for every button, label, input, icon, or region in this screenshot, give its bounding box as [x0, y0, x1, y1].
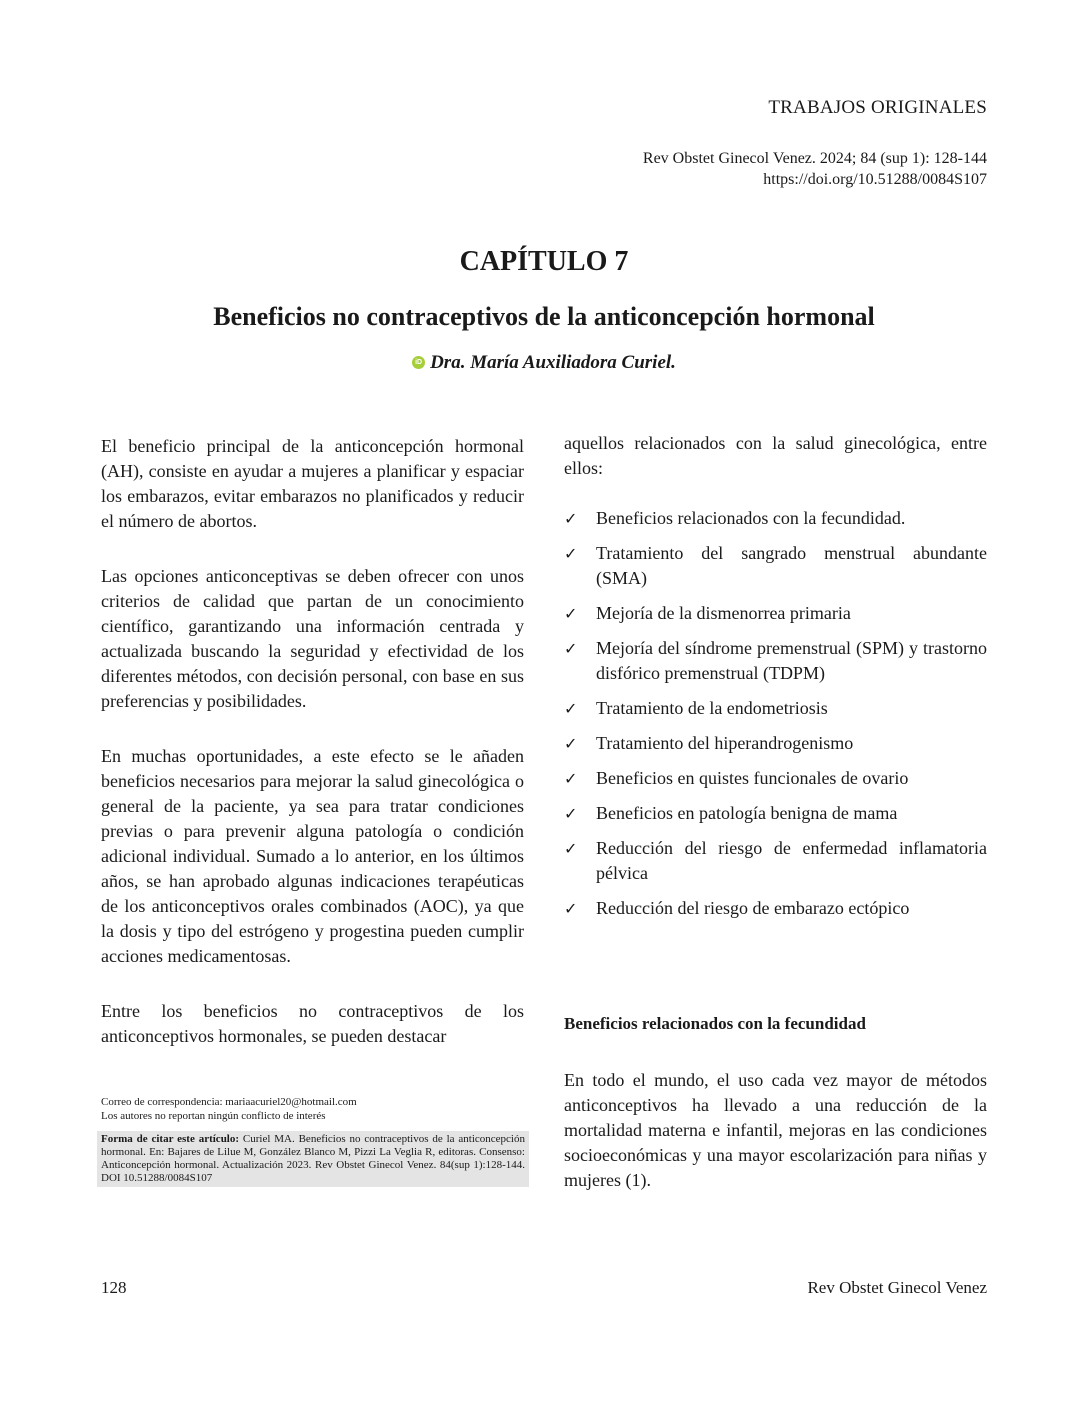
- list-item: [564, 801, 987, 826]
- check-icon: ✓: [564, 769, 578, 788]
- fecundity-section: [564, 1068, 987, 1193]
- author-name: Dra. María Auxiliadora Curiel.: [430, 352, 676, 373]
- check-icon: ✓: [564, 734, 578, 753]
- footer-journal: Rev Obstet Ginecol Venez: [807, 1278, 987, 1297]
- journal-citation: [643, 148, 987, 190]
- list-item-text: Beneficios en quistes funcionales de ovario: [596, 768, 909, 788]
- check-icon: ✓: [564, 899, 578, 918]
- citation-text: Curiel MA. Beneficios no contraceptivos de la anticoncepción hormonal. En: Bajares de Lilue M, González Blanco M, Pizzi La Veglia R, editoras. Consenso: Anticoncepción hormonal. Actualización 2023. Rev Obstet Ginecol Venez. 84(sup 1):128-144. DOI 10.51288/0084S107: [101, 1133, 525, 1184]
- correspondence-note: [101, 1095, 529, 1123]
- orcid-icon[interactable]: iD: [412, 356, 425, 369]
- list-item: [564, 696, 987, 721]
- paragraph: Entre los beneficios no contraceptivos de los anticonceptivos hormonales, se pueden destacar: [101, 1001, 524, 1046]
- list-item-text: Beneficios en patología benigna de mama: [596, 803, 898, 823]
- list-item-text: Tratamiento del hiperandrogenismo: [596, 733, 854, 753]
- check-icon: ✓: [564, 804, 578, 823]
- section-subheading: Beneficios relacionados con la fecundidad: [564, 1014, 866, 1033]
- author-line: [0, 352, 1088, 374]
- check-icon: ✓: [564, 639, 578, 658]
- list-item-text: Tratamiento de la endometriosis: [596, 698, 828, 718]
- check-icon: ✓: [564, 604, 578, 623]
- list-item-text: Beneficios relacionados con la fecundidad.: [596, 508, 906, 528]
- list-item: [564, 896, 987, 921]
- paragraph: En todo el mundo, el uso cada vez mayor de métodos anticonceptivos ha llevado a una reducción de la mortalidad materna e infantil, mejoras en las condiciones socioeconómicas y una mayor escolarización para niñas y mujeres (1).: [564, 1070, 987, 1190]
- benefits-list: [564, 506, 987, 921]
- paragraph: aquellos relacionados con la salud ginecológica, entre ellos:: [564, 433, 987, 478]
- page-number: 128: [101, 1278, 127, 1297]
- check-icon: ✓: [564, 699, 578, 718]
- list-item-text: Reducción del riesgo de enfermedad inflamatoria pélvica: [596, 838, 987, 883]
- right-column: [564, 431, 987, 931]
- list-item: [564, 541, 987, 591]
- check-icon: ✓: [564, 509, 578, 528]
- citation-box: [97, 1131, 529, 1187]
- article-title: Beneficios no contraceptivos de la anticoncepción hormonal: [213, 302, 875, 331]
- doi-link[interactable]: https://doi.org/10.51288/0084S107: [763, 171, 987, 188]
- list-item-text: Reducción del riesgo de embarazo ectópico: [596, 898, 910, 918]
- check-icon: ✓: [564, 544, 578, 563]
- list-item: [564, 836, 987, 886]
- list-item: [564, 636, 987, 686]
- section-label: TRABAJOS ORIGINALES: [768, 97, 987, 118]
- list-item-text: Mejoría de la dismenorrea primaria: [596, 603, 851, 623]
- conflict-statement: Los autores no reportan ningún conflicto de interés: [101, 1110, 326, 1122]
- correspondence-email: Correo de correspondencia: mariaacuriel20@hotmail.com: [101, 1096, 357, 1108]
- chapter-heading: CAPÍTULO 7: [459, 246, 629, 277]
- paragraph: En muchas oportunidades, a este efecto se le añaden beneficios necesarios para mejorar la salud ginecológica o general de la paciente, ya sea para tratar condiciones previas o para prevenir alguna patología o condición adicional individual. Sumado a lo anterior, en los últimos años, se han aprobado algunas indicaciones terapéuticas de los anticonceptivos orales combinados (AOC), ya que la dosis y tipo del estrógeno y progestina pueden cumplir acciones medicamentosas.: [101, 746, 524, 966]
- list-item: [564, 601, 987, 626]
- citation-label: Forma de citar este artículo:: [101, 1133, 240, 1145]
- paragraph: Las opciones anticonceptivas se deben ofrecer con unos criterios de calidad que partan de un conocimiento científico, garantizando una información centrada y actualizada buscando la seguridad y efectividad de los diferentes métodos, con decisión personal, con base en sus preferencias y posibilidades.: [101, 566, 524, 711]
- list-item: [564, 731, 987, 756]
- list-item: [564, 766, 987, 791]
- check-icon: ✓: [564, 839, 578, 858]
- list-item-text: Mejoría del síndrome premenstrual (SPM) y trastorno disfórico premenstrual (TDPM): [596, 638, 987, 683]
- left-column: [101, 434, 524, 1049]
- paragraph: El beneficio principal de la anticoncepción hormonal (AH), consiste en ayudar a mujeres a planificar y espaciar los embarazos, evitar embarazos no planificados y reducir el número de abortos.: [101, 436, 524, 531]
- journal-volume-line: Rev Obstet Ginecol Venez. 2024; 84 (sup 1): 128-144: [642, 150, 987, 167]
- list-item-text: Tratamiento del sangrado menstrual abundante (SMA): [596, 543, 987, 588]
- list-item: [564, 506, 987, 531]
